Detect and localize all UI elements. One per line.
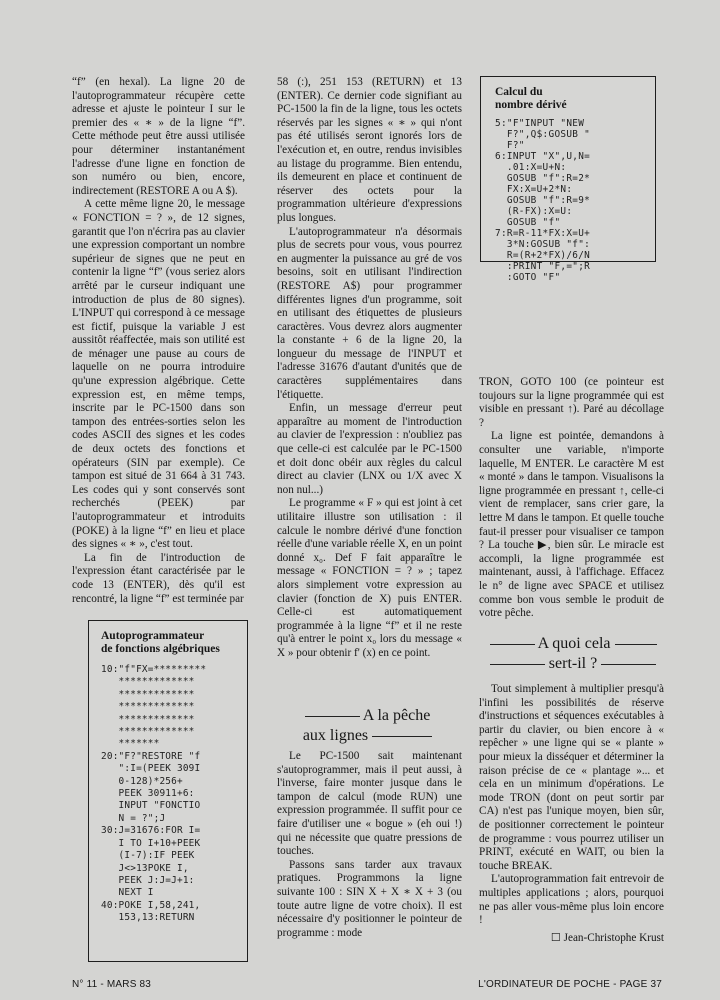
heading-line: aux lignes [302, 727, 369, 744]
code-box-autoprogrammateur [88, 620, 248, 962]
paragraph: Tout simplement à multiplier presqu'à l'infini les possibilités de réserve d'instructions et séquences exécutables à partir du clavier, ou bien encore à « repêcher » une ligne qui se « plante » pour mieux la disséquer et déterminer la raison précise de ce « plantage »... et cela en un minimum d'opérations. Le mode TRON (dont on peut sortir par CA) n'est pas l'unique moyen, bien sûr, de positionner correctement le pointeur de programme : vous pourrez utiliser un PRINT, exécuté en WAIT, ou bien la touche BREAK. [479, 683, 664, 872]
paragraph: Le programme « F » qui est joint à cet utilitaire illustre son utilisation : il calcule le nombre dérivé d'une fonction réelle d'une variable réelle X, en un point donné x₀. Def F fait apparaître le message « FONCTION = ? » ; tapez alors simplement votre expression au clavier (fonction de X) puis ENTER. Celle-ci est automatiquement programmée à la ligne “f” et il ne reste qu'à entrer le point x₀ lors du message « X » pour obtenir f' (x) en ce point. [277, 497, 462, 659]
column-3-lower [479, 683, 664, 945]
paragraph: La fin de l'introduction de l'expression étant caractérisée par le code 13 (ENTER), dès qu'il est rencontré, la ligne “f” est terminée par [72, 551, 245, 605]
box-subtitle: de fonctions algébriques [101, 643, 220, 655]
paragraph: L'autoprogrammation fait entrevoir de multiples applications ; alors, pourquoi ne pas aller vous-même plus loin encore ! [479, 873, 664, 927]
box-subtitle: nombre dérivé [495, 99, 567, 111]
paragraph: Enfin, un message d'erreur peut apparaître au moment de l'introduction au clavier de l'expression : n'oubliez pas que celle-ci est calculée par le PC-1500 et doit donc obéir aux règles du calcul direct au clavier (LNX ou 1/X avec X non nul...) [277, 402, 462, 496]
box-title: Autoprogrammateur [101, 630, 205, 642]
program-listing: 10:"f"FX=********* ************* ************* ************* ************* ************* ******* 20:"F?"RESTORE "f ":I=(PEEK 309I 0-128)*256+ PEEK 30911+6: INPUT "FONCTIO N = ?";J 30:J=31676:FOR I= I TO I+10+PEEK (I-7):IF PEEK J<>13POKE I, PEEK J:J=J+1: NEXT I 40:POKE I,58,241, 153,13:RETURN [101, 664, 207, 924]
heading-line: A quoi cela [537, 635, 611, 652]
section-heading-peche [270, 706, 465, 746]
paragraph: TRON, GOTO 100 (ce pointeur est toujours sur la ligne programmée qui est visible en pressant ↑). Paré au décollage ? [479, 376, 664, 429]
paragraph: Passons sans tarder aux travaux pratiques. Programmons la ligne suivante 100 : SIN X + X ∗ X + 3 (ou toute autre ligne de votre choix). Il est nécessaire d'y positionner le pointeur de programme : mode [277, 858, 462, 939]
paragraph: Le PC-1500 sait maintenant s'autoprogrammer, mais il peut aussi, à l'inverse, faire monter jusque dans le tampon de calcul (mode RUN) une expression programmée. Il suffit pour ce faire d'utiliser une « bogue » (eh oui !) qui ne nécessite que quatre pressions de touches. [277, 750, 462, 858]
code-box-derive [480, 76, 656, 283]
author-signature: ☐ Jean-Christophe Krust [550, 931, 664, 944]
heading-line: A la pêche [362, 707, 431, 724]
paragraph: 58 (:), 251 153 (RETURN) et 13 (ENTER). Ce dernier code signifiant au PC-1500 la fin de la ligne, tous les octets réservés par les signes « ∗ » qui n'ont pas été utilisés seront ignorés lors de l'exécution et, en outre, rendus invisibles au listage du programme. Bien entendu, ils demeurent en place et continuent de réserver des octets pour la programmation ultérieure d'expressions plus longues. [277, 76, 462, 224]
section-heading-quoi [478, 634, 668, 674]
paragraph: L'autoprogrammateur n'a désormais plus de secrets pour vous, vous pourrez en augmenter la puissance au gré de vos besoins, soit en utilisant l'indirection (RESTORE A$) pour programmer différentes lignes d'un programme, soit en utilisant des étiquettes de plusieurs caractères. Vous devrez alors augmenter la constante + 6 de la ligne 20, la longueur du message de l'INPUT et l'adresse 31676 d'autant d'unités que de caractères supplémentaires dans l'étiquette. [277, 225, 462, 401]
footer-issue: N° 11 - MARS 83 [72, 979, 152, 990]
program-listing: 5:"F"INPUT "NEW F?",Q$:GOSUB " F?" 6:INPUT "X",U,N= .01:X=U+N: GOSUB "f":R=2* FX:X=U+2*N: GOSUB "f":R=9* (R-FX):X=U: GOSUB "f" 7:R=R-11*FX:X=U+ 3*N:GOSUB "f": R=(R+2*FX)/6/N :PRINT "F,=";R :GOTO "F" [495, 118, 591, 283]
heading-line: sert-il ? [548, 655, 598, 672]
footer-page: L'ORDINATEUR DE POCHE - PAGE 37 [478, 979, 662, 990]
box-title: Calcul du [495, 86, 543, 98]
paragraph: La ligne est pointée, demandons à consulter une variable, n'importe laquelle, M ENTER. Le caractère M est « monté » dans le tampon. Visualisons la ligne programmée en pressant ↑, celle-ci vient de remplacer, sans crier gare, la lettre M dans le tampon. Et quelle touche faut-il presser pour visualiser ce tampon ? La touche ▶, bien sûr. Le miracle est accompli, la ligne programmée est maintenant, aussi, à l'affichage. Effacez le n° de ligne avec SPACE et utilisez comme bon vous semble le produit de votre pêche. [479, 430, 664, 620]
paragraph: A cette même ligne 20, le message « FONCTION = ? », de 12 signes, garantit que l'on n'écrira pas au clavier une expression comportant un nombre supérieur de signes que ne peut en contenir la ligne “f” (vous seriez alors arrêté par le curseur indiquant une introduction de plus de 80 signes). L'INPUT qui correspond à ce message est fictif, puisque la variable J est aussitôt réaffectée, mais son utilité est de ménager une pause au cours de laquelle on ne pourra introduire qu'une expression algébrique. Cette expression est, en même temps, inscrite par le PC-1500 dans son tampon des entrées-sorties selon les codes ASCII des signes et les codes de deux octets des fonctions et opérateurs (SIN par exemple). Ce tampon est situé de 31 664 à 31 743. Les codes qui y sont conservés sont recherchés (PEEK) par l'autoprogrammateur et introduits (POKE) à la ligne “f” en lieu et place des signes « ∗ », c'est tout. [72, 198, 245, 551]
column-2 [277, 76, 462, 661]
column-2-lower [277, 750, 462, 940]
paragraph: “f” (en hexal). La ligne 20 de l'autoprogrammateur récupère cette adresse et ajuste le pointeur I sur le premier des « ∗ » de la ligne “f”. Cette méthode peut être aussi utilisée pour déterminer instantanément l'adresse d'une ligne en fonction de son numéro ou bien, encore, indirectement (RESTORE A ou A $). [72, 76, 245, 197]
column-3 [479, 376, 664, 621]
column-1 [72, 76, 245, 606]
